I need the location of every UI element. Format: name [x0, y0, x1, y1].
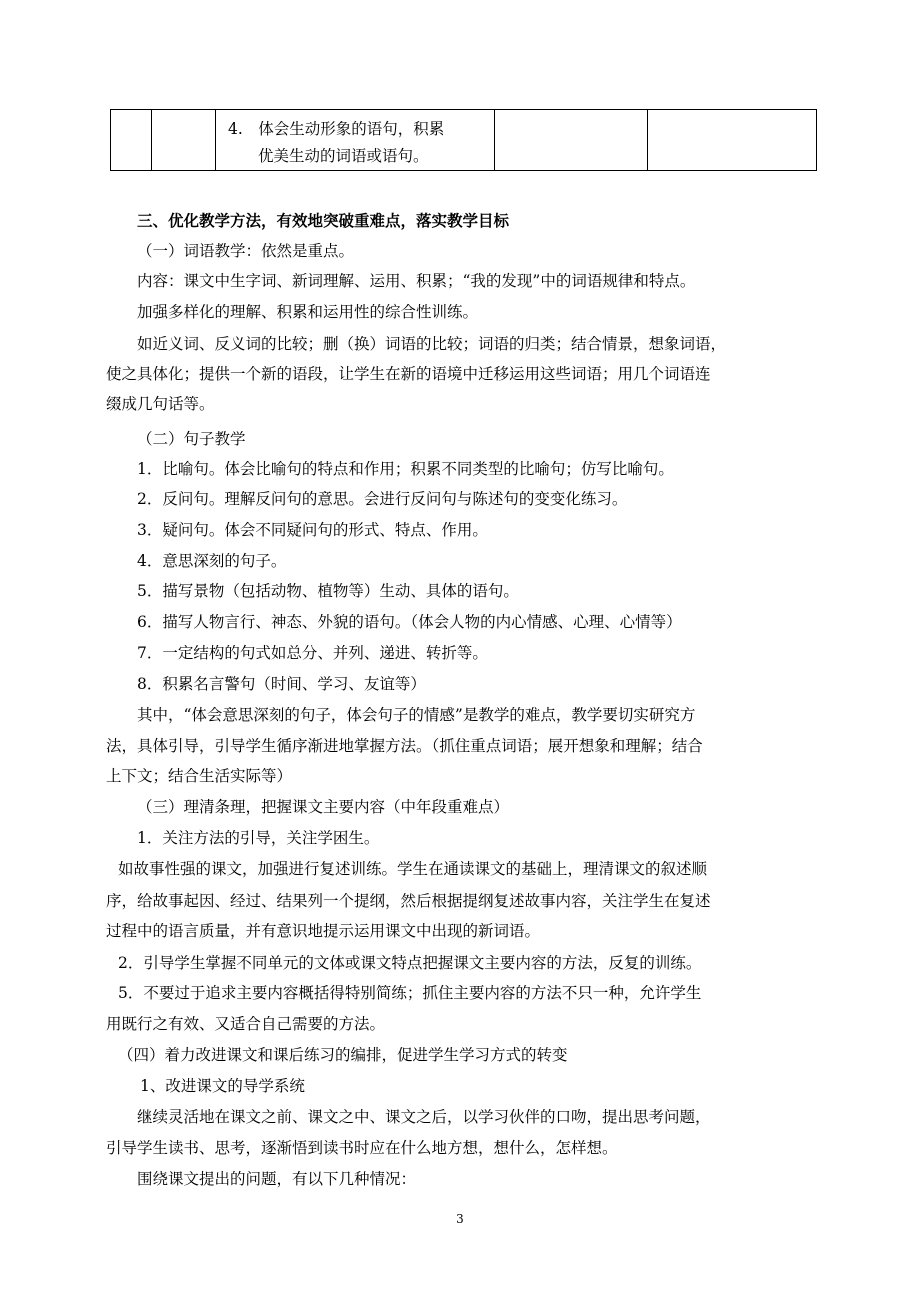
text-line: 缀成几句话等。 — [106, 395, 215, 413]
text-line: 2．反问句。理解反问句的意思。会进行反问句与陈述句的变变化练习。 — [137, 490, 628, 508]
text-line: 3．疑问句。体会不同疑问句的形式、特点、作用。 — [137, 521, 488, 539]
text-line: （三）理清条理，把握课文主要内容（中年段重难点） — [137, 798, 510, 816]
table-item-line-1: 4. 体会生动形象的语句，积累 — [228, 120, 445, 138]
text-line: 上下文；结合生活实际等） — [106, 767, 293, 785]
text-line: 7．一定结构的句式如总分、并列、递进、转折等。 — [137, 644, 488, 662]
table-item-line-2: 优美生动的词语或语句。 — [258, 147, 429, 165]
text-line: 4．意思深刻的句子。 — [137, 552, 287, 570]
text-line: （四）着力改进课文和课后练习的编排，促进学生学习方式的转变 — [118, 1046, 568, 1064]
table-row — [111, 110, 817, 171]
table-fragment — [110, 109, 817, 171]
text-line: 其中，“体会意思深刻的句子，体会句子的情感”是教学的难点，教学要切实研究方 — [137, 706, 696, 724]
table-cell-5 — [648, 110, 817, 171]
text-line: 内容：课文中生字词、新词理解、运用、积累；“我的发现”中的词语规律和特点。 — [137, 272, 696, 290]
text-line: 继续灵活地在课文之前、课文之中、课文之后，以学习伙伴的口吻，提出思考问题， — [137, 1108, 711, 1126]
table-cell-content — [216, 110, 495, 171]
text-line: 6．描写人物言行、神态、外貌的语句。（体会人物的内心情感、心理、心情等） — [137, 613, 682, 631]
text-line: 用既行之有效、又适合自己需要的方法。 — [106, 1015, 386, 1033]
text-line: 5．不要过于追求主要内容概括得特别简练；抓住主要内容的方法不只一种，允许学生 — [118, 984, 702, 1002]
text-line: 1．关注方法的引导，关注学困生。 — [137, 829, 380, 847]
text-line: 过程中的语言质量，并有意识地提示运用课文中出现的新词语。 — [106, 922, 541, 940]
text-line: （一）词语教学：依然是重点。 — [137, 242, 355, 260]
text-line: 围绕课文提出的问题，有以下几种情况： — [137, 1170, 417, 1188]
text-line: 8．积累名言警句（时间、学习、友谊等） — [137, 675, 426, 693]
page-number: 3 — [456, 1212, 464, 1226]
text-line: 加强多样化的理解、积累和运用性的综合性训练。 — [137, 303, 479, 321]
section-heading: 三、优化教学方法，有效地突破重难点，落实教学目标 — [137, 211, 510, 230]
text-line: 法，具体引导，引导学生循序渐进地掌握方法。（抓住重点词语；展开想象和理解；结合 — [106, 737, 703, 755]
text-line: （二）句子教学 — [137, 430, 246, 448]
text-line: 1、改进课文的导学系统 — [140, 1077, 305, 1095]
text-line: 使之具体化；提供一个新的语段，让学生在新的语境中迁移运用这些词语；用几个词语连 — [106, 365, 711, 383]
text-line: 序，给故事起因、经过、结果列一个提纲，然后根据提纲复述故事内容，关注学生在复述 — [106, 892, 711, 910]
table-cell-1 — [111, 110, 152, 171]
table-cell-4 — [495, 110, 648, 171]
text-line: 如近义词、反义词的比较；删（换）词语的比较；词语的归类；结合情景，想象词语， — [137, 335, 727, 353]
text-line: 如故事性强的课文，加强进行复述训练。学生在通读课文的基础上，理清课文的叙述顺 — [118, 860, 708, 878]
text-line: 2．引导学生掌握不同单元的文体或课文特点把握课文主要内容的方法，反复的训练。 — [118, 954, 702, 972]
text-line: 引导学生读书、思考，逐渐悟到读书时应在什么地方想，想什么，怎样想。 — [106, 1139, 618, 1157]
text-line: 1．比喻句。体会比喻句的特点和作用；积累不同类型的比喻句；仿写比喻句。 — [137, 460, 674, 478]
text-line: 5．描写景物（包括动物、植物等）生动、具体的语句。 — [137, 582, 519, 600]
table-cell-2 — [152, 110, 216, 171]
